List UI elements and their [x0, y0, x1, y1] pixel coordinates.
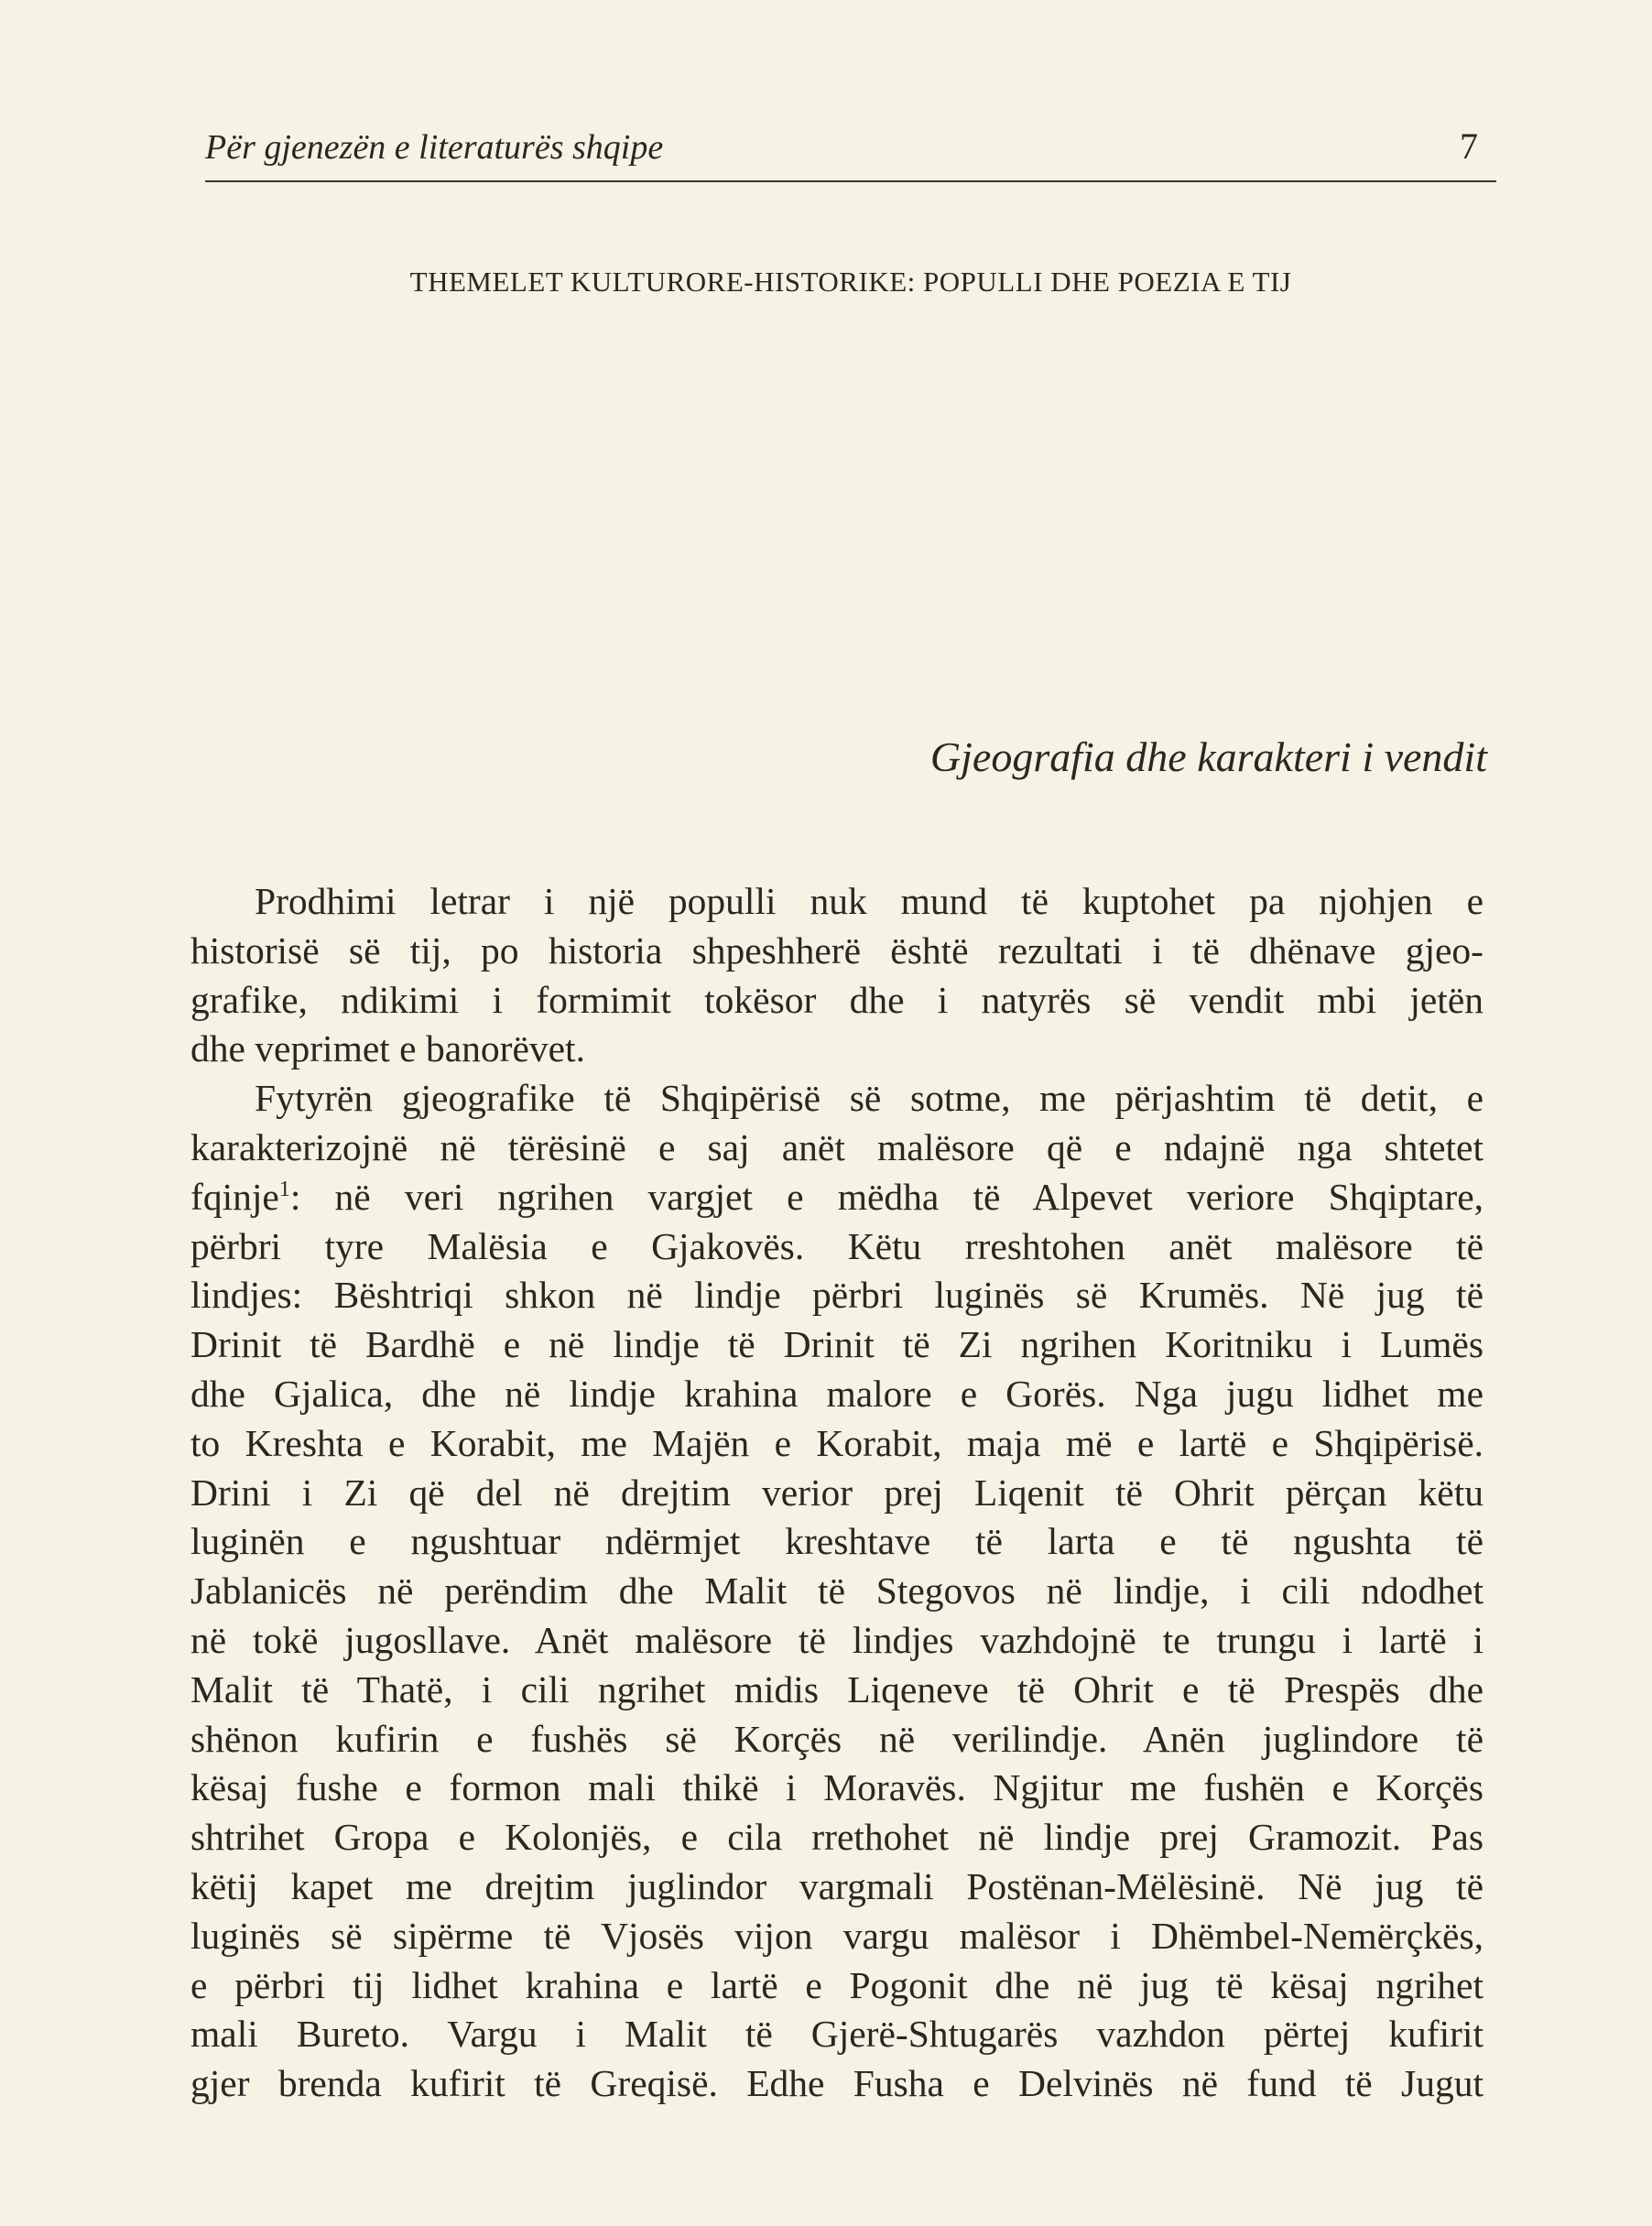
- section-title: THEMELET KULTURORE-HISTORIKE: POPULLI DHE POEZIA E TIJ: [409, 266, 1292, 298]
- text-line: to Kreshta e Korabit, me Majën e Korabit, maja më e lartë e Shqipërisë.: [190, 1421, 1484, 1464]
- text-line: Jablanicës në perëndim dhe Malit të Stegovos në lindje, i cili ndodhet: [190, 1569, 1484, 1612]
- text-line: historisë së tij, po historia shpeshherë është rezultati i të dhënave gjeo-: [190, 928, 1484, 972]
- text-line: shënon kufirin e fushës së Korçës në verilindje. Anën juglindore të: [190, 1717, 1484, 1760]
- text-fragment: fqinje: [190, 1175, 279, 1218]
- text-line: karakterizojnë në tërësinë e saj anët malësore që e ndajnë nga shtetet: [190, 1125, 1484, 1168]
- text-line: lindjes: Bështriqi shkon në lindje përbri luginës së Krumës. Në jug të: [190, 1274, 1484, 1317]
- text-line: dhe Gjalica, dhe në lindje krahina malore e Gorës. Nga jugu lidhet me: [190, 1372, 1484, 1415]
- text-line: këtij kapet me drejtim juglindor vargmali Postënan-Mëlësinë. Në jug të: [190, 1864, 1484, 1907]
- text-line-footnote: [190, 1173, 1484, 1222]
- text-line: e përbri tij lidhet krahina e lartë e Pogonit dhe në jug të kësaj ngrihet: [190, 1963, 1484, 2006]
- text-line: në tokë jugosllave. Anët malësore të lindjes vazhdojnë te trungu i lartë i: [190, 1618, 1484, 1661]
- text-line: grafike, ndikimi i formimit tokësor dhe i natyrës së vendit mbi jetën: [190, 978, 1484, 1021]
- running-head: [205, 125, 1496, 182]
- text-line: luginën e ngushtuar ndërmjet kreshtave të larta e të ngushta të: [190, 1520, 1484, 1563]
- text-fragment: : në veri ngrihen vargjet e mëdha të Alpevet veriore Shqiptare,: [289, 1175, 1484, 1218]
- text-line: Drini i Zi që del në drejtim verior prej Liqenit të Ohrit përçan këtu: [190, 1471, 1484, 1514]
- running-title: Për gjenezën e literaturës shqipe: [205, 128, 664, 167]
- body-text: [190, 877, 1484, 2109]
- text-line: përbri tyre Malësia e Gjakovës. Këtu rreshtohen anët malësore të: [190, 1224, 1484, 1267]
- text-line: Prodhimi letrar i një populli nuk mund të kuptohet pa njohjen e: [255, 880, 1484, 922]
- text-line: shtrihet Gropa e Kolonjës, e cila rrethohet në lindje prej Gramozit. Pas: [190, 1816, 1484, 1859]
- subsection-title: Gjeografia dhe karakteri i vendit: [929, 733, 1487, 780]
- text-line: luginës së sipërme të Vjosës vijon vargu malësor i Dhëmbel-Nemërçkës,: [190, 1914, 1484, 1957]
- text-line: dhe veprimet e banorëvet.: [190, 1027, 585, 1070]
- text-line: Drinit të Bardhë e në lindje të Drinit të Zi ngrihen Koritniku i Lumës: [190, 1323, 1484, 1366]
- page-number: 7: [1460, 125, 1478, 167]
- text-line: Fytyrën gjeografike të Shqipërisë së sotme, me përjashtim të detit, e: [255, 1077, 1484, 1120]
- footnote-reference[interactable]: 1: [278, 1177, 290, 1201]
- text-line: mali Bureto. Vargu i Malit të Gjerë-Shtugarës vazhdon përtej kufirit: [190, 2013, 1484, 2056]
- text-line: kësaj fushe e formon mali thikë i Moravës. Ngjitur me fushën e Korçës: [190, 1766, 1484, 1809]
- text-line: gjer brenda kufirit të Greqisë. Edhe Fusha e Delvinës në fund të Jugut: [190, 2062, 1484, 2105]
- text-line: Malit të Thatë, i cili ngrihet midis Liqeneve të Ohrit e të Prespës dhe: [190, 1667, 1484, 1710]
